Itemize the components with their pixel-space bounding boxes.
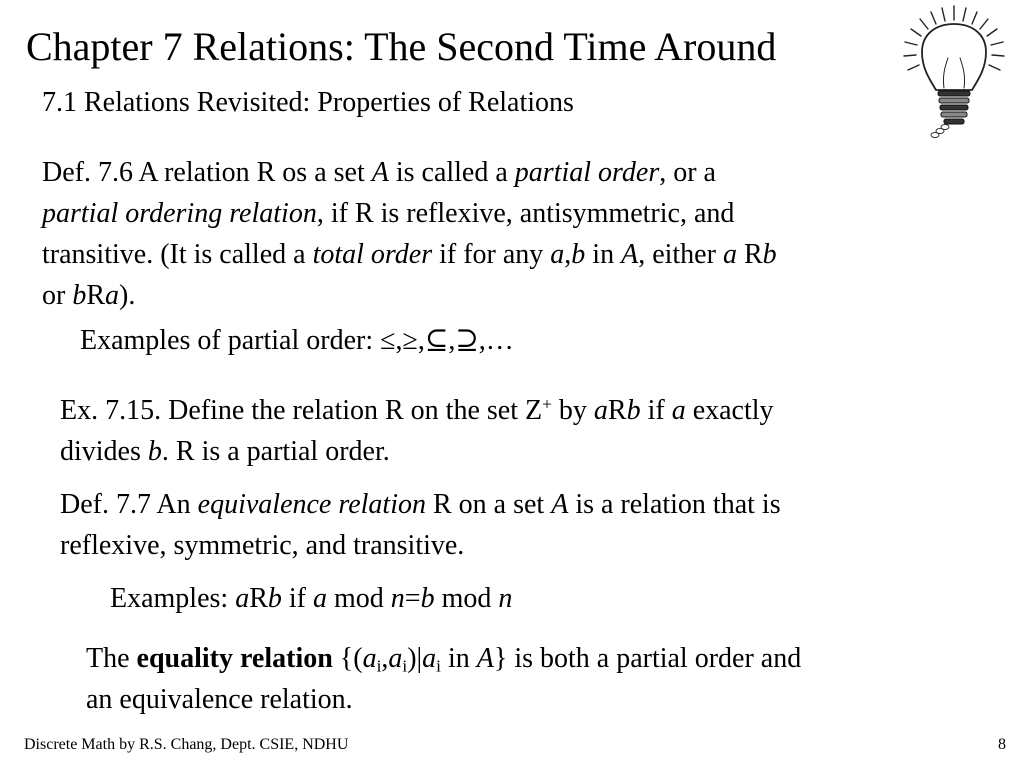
text: in (440, 643, 477, 674)
text: , or a (659, 157, 716, 188)
def77-line-2: reflexive, symmetric, and transitive. (60, 530, 465, 561)
examples-label: Examples of partial order: (80, 325, 381, 356)
text: Ex. 7.15. Define the relation R on the set Z (60, 395, 543, 426)
subscript-i: i (376, 656, 382, 676)
def76-line-4 (42, 275, 777, 316)
var-a: a (550, 239, 565, 270)
page-number: 8 (998, 736, 1006, 753)
text: = (404, 583, 421, 614)
ex715-line-2 (60, 431, 774, 472)
def76-line-3 (42, 234, 777, 275)
var-n: n (498, 583, 513, 614)
var-a: a (671, 395, 686, 426)
var-a: a (313, 583, 327, 614)
text: is a relation that is (568, 489, 781, 520)
example-7-15 (60, 390, 774, 472)
text: R on a set (425, 489, 552, 520)
text: by (551, 395, 594, 426)
var-b: b (762, 239, 777, 270)
text: R (736, 239, 763, 270)
text: if (281, 583, 313, 614)
examples-partial-order (80, 320, 514, 361)
term-partial-order: partial order (514, 157, 660, 188)
text: or (42, 280, 73, 311)
term-equivalence-relation: equivalence relation (197, 489, 426, 520)
text: , either (638, 239, 723, 270)
var-a: a (593, 395, 608, 426)
var-b: b (267, 583, 282, 614)
term-total-order: total order (312, 239, 433, 270)
equality-line-2: an equivalence relation. (86, 684, 353, 715)
text: in (585, 239, 622, 270)
var-a: a (362, 643, 377, 674)
text: R (249, 583, 268, 614)
var-a: a (722, 239, 737, 270)
text: exactly (685, 395, 774, 426)
var-b: b (626, 395, 641, 426)
slide-title: Chapter 7 Relations: The Second Time Around (26, 24, 777, 69)
var-a: a (105, 280, 120, 311)
section-subtitle: 7.1 Relations Revisited: Properties of Relations (42, 87, 574, 118)
var-b: b (571, 239, 586, 270)
var-A: A (371, 157, 389, 188)
term-partial-ordering-relation: partial ordering relation (42, 198, 317, 229)
text: } is both a partial order and (493, 643, 802, 674)
examples-equivalence (110, 578, 512, 619)
var-a: a (422, 643, 437, 674)
definition-7-6 (42, 152, 777, 316)
equality-relation-statement (86, 638, 801, 720)
equality-line-1 (86, 638, 801, 679)
ex715-line-1 (60, 390, 774, 431)
def76-line-1 (42, 152, 777, 193)
text: Def. 7.6 A relation R os a set (42, 157, 372, 188)
term-equality-relation: equality relation (136, 643, 333, 674)
definition-7-7 (60, 484, 781, 566)
text: if for any (432, 239, 551, 270)
text: if (640, 395, 672, 426)
text: )| (407, 643, 423, 674)
text: is called a (388, 157, 515, 188)
def77-line-1 (60, 484, 781, 525)
var-b: b (147, 436, 162, 467)
var-A: A (476, 643, 494, 674)
order-symbols: ≤,≥,⊆,⊇,… (380, 325, 514, 356)
text: , (381, 643, 389, 674)
examples-label: Examples: (110, 583, 236, 614)
var-n: n (390, 583, 405, 614)
var-A: A (621, 239, 639, 270)
text: , if R is reflexive, antisymmetric, and (316, 198, 735, 229)
text: mod (434, 583, 499, 614)
text: Def. 7.7 An (60, 489, 198, 520)
text: transitive. (It is called a (42, 239, 313, 270)
text: R (86, 280, 106, 311)
text: R (607, 395, 627, 426)
var-a: a (388, 643, 403, 674)
text: , (564, 239, 572, 270)
footer-credit: Discrete Math by R.S. Chang, Dept. CSIE, NDHU (24, 736, 349, 753)
var-A: A (551, 489, 569, 520)
var-a: a (235, 583, 250, 614)
text: divides (60, 436, 148, 467)
text: ). (119, 280, 136, 311)
var-b: b (72, 280, 87, 311)
text: {( (332, 643, 363, 674)
text: mod (327, 583, 391, 614)
subscript-i: i (402, 656, 408, 676)
lightbulb-icon (898, 2, 1010, 142)
var-b: b (420, 583, 435, 614)
def76-line-2 (42, 193, 777, 234)
superscript-plus: + (542, 394, 552, 414)
text: The (86, 643, 137, 674)
subscript-i: i (436, 656, 441, 676)
text: . R is a partial order. (161, 436, 390, 467)
